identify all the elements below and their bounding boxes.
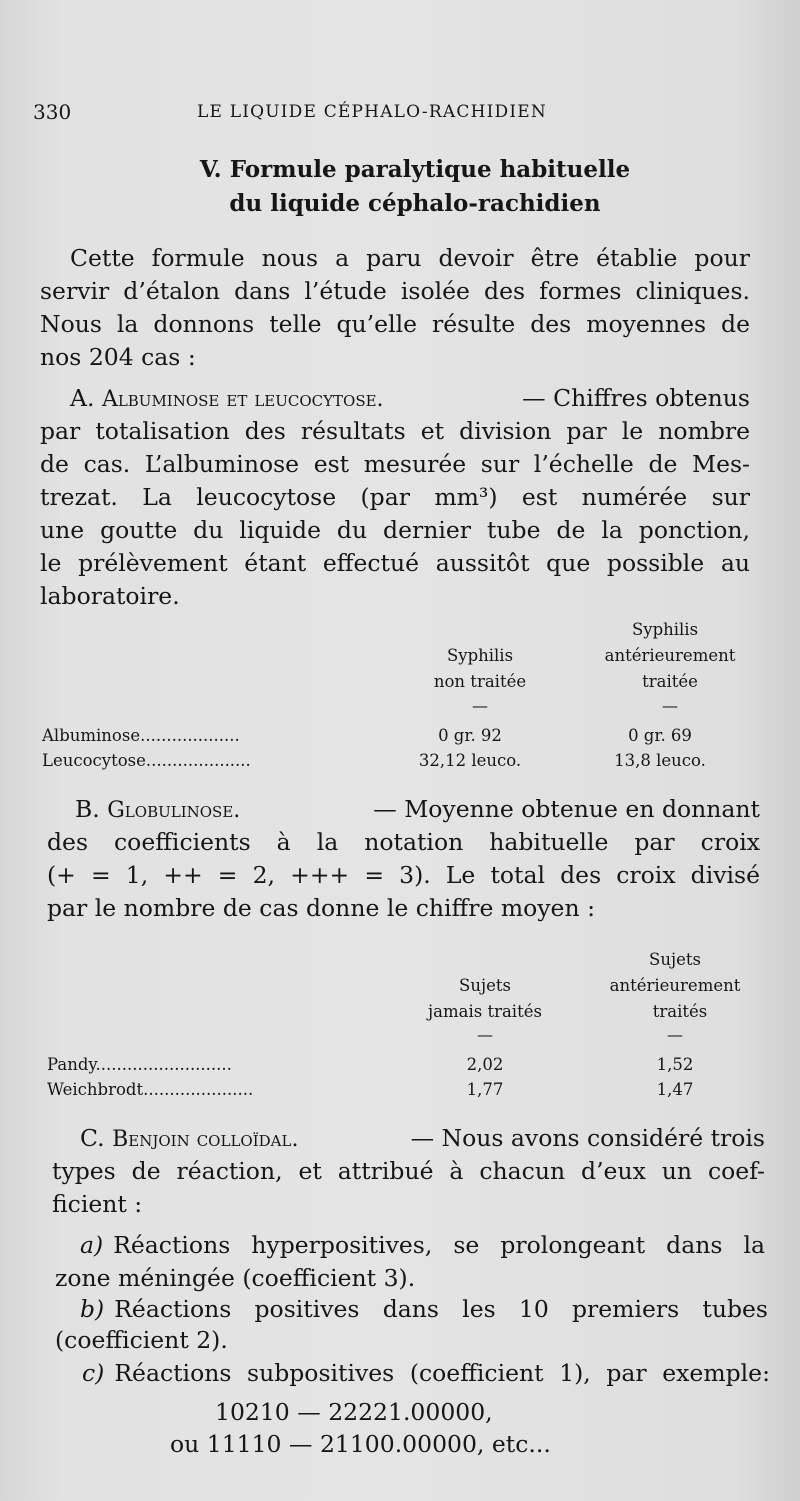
table-a-col2-dash: — [662,696,678,715]
intro-line-2: servir d’étalon dans l’étude isolée des formes cliniques. [40,277,750,305]
part-c-example-2: ou 11110 — 21100.00000, etc... [170,1430,551,1458]
part-c-item-a-line-2: zone méningée (coefficient 3). [55,1264,416,1292]
table-b-row-2-v2: 1,47 [656,1080,694,1099]
part-c-example-1: 10210 — 22221.00000, [215,1398,493,1426]
part-c-line-1: types de réaction, et attribué à chacun d’eux un coef- [52,1157,765,1185]
intro-line-4: nos 204 cas : [40,343,196,371]
part-c-item-b-line-2: (coefficient 2). [55,1326,228,1354]
part-c-item-a-line-1 [80,1231,765,1259]
part-c-heading-rest: — Nous avons considéré trois [410,1124,765,1152]
table-a-col1-head-2: non traitée [433,672,527,691]
table-b-col1-head-2: jamais traités [428,1002,542,1021]
part-a-line-2: de cas. L’albuminose est mesurée sur l’échelle de Mes- [40,450,750,478]
intro-line-1: Cette formule nous a paru devoir être établie pour [70,244,750,272]
section-title-line2: du liquide céphalo-rachidien [229,190,601,217]
part-a-line-3: trezat. La leucocytose (par mm³) est numérée sur [40,483,750,511]
part-b-line-3: par le nombre de cas donne le chiffre moyen : [47,894,595,922]
table-b-col1-dash: — [477,1025,493,1044]
table-a-row-2-v1: 32,12 leuco. [418,751,522,770]
part-c-label: Benjoin colloïdal. [112,1127,299,1152]
part-c-heading [80,1124,765,1152]
part-a-heading-rest: — Chiffres obtenus [522,384,750,412]
table-b-col1-head-1: Sujets [459,976,511,995]
table-a-row-1-v1: 0 gr. 92 [438,726,502,745]
table-b-col2-dash: — [667,1025,683,1044]
part-c-item-c-line-1 [82,1359,770,1387]
table-b-row-1-label: Pandy.......................... [47,1055,232,1074]
running-title: LE LIQUIDE CÉPHALO-RACHIDIEN [197,102,547,122]
table-b-row-2-v1: 1,77 [466,1080,504,1099]
part-b-line-2: (+ = 1, ++ = 2, +++ = 3). Le total des croix divisé [47,861,760,889]
table-b-row-1-v1: 2,02 [466,1055,504,1074]
table-a-col1-head-1: Syphilis [446,646,514,665]
part-a-line-4: une goutte du liquide du dernier tube de la ponction, [40,516,750,544]
part-b-line-1: des coefficients à la notation habituelle par croix [47,828,760,856]
part-a-label: Albuminose et leucocytose. [101,387,384,412]
part-a-line-5: le prélèvement étant effectué aussitôt que possible au [40,549,750,577]
table-a-row-1-v2: 0 gr. 69 [628,726,692,745]
item-c-letter: c) [82,1359,105,1387]
page-number: 330 [33,100,72,124]
item-a-letter: a) [80,1231,104,1259]
table-b-col2-head-3: traités [652,1002,708,1021]
table-a-row-2-v2: 13,8 leuco. [614,751,706,770]
part-a-letter: A. [70,384,95,412]
table-b-row-2-label: Weichbrodt..................... [47,1080,254,1099]
table-a-row-2-label: Leucocytose.................... [42,751,251,770]
part-b-label: Globulinose. [107,798,241,823]
table-a-row-1-label: Albuminose................... [42,726,240,745]
table-b-row-1-v2: 1,52 [656,1055,694,1074]
part-c-letter: C. [80,1124,105,1152]
table-b-col2-head-1: Sujets [649,950,701,969]
part-a-line-1: par totalisation des résultats et division par le nombre [40,417,750,445]
part-a-line-6: laboratoire. [40,582,180,610]
table-b-col2-head-2: antérieurement [609,976,741,995]
intro-line-3: Nous la donnons telle qu’elle résulte des moyennes de [40,310,750,338]
item-b-letter: b) [80,1295,105,1323]
table-a-col2-head-3: traitée [642,672,698,691]
part-b-heading [75,795,760,823]
part-b-heading-rest: — Moyenne obtenue en donnant [373,795,760,823]
part-a-heading [70,384,750,412]
table-a-col2-head-1: Syphilis [631,620,699,639]
part-b-letter: B. [75,795,100,823]
table-a-col2-head-2: antérieurement [604,646,736,665]
part-c-line-2: ficient : [52,1190,143,1218]
item-c-text-1: Réactions subpositives (coefficient 1), par exemple: [114,1359,770,1387]
section-title-line1: V. Formule paralytique habituelle [199,156,631,183]
item-a-text-1: Réactions hyperpositives, se prolongeant dans la [113,1231,765,1259]
item-b-text-1: Réactions positives dans les 10 premiers tubes [114,1295,768,1323]
table-a-col1-dash: — [472,696,488,715]
part-c-item-b-line-1 [80,1295,768,1323]
